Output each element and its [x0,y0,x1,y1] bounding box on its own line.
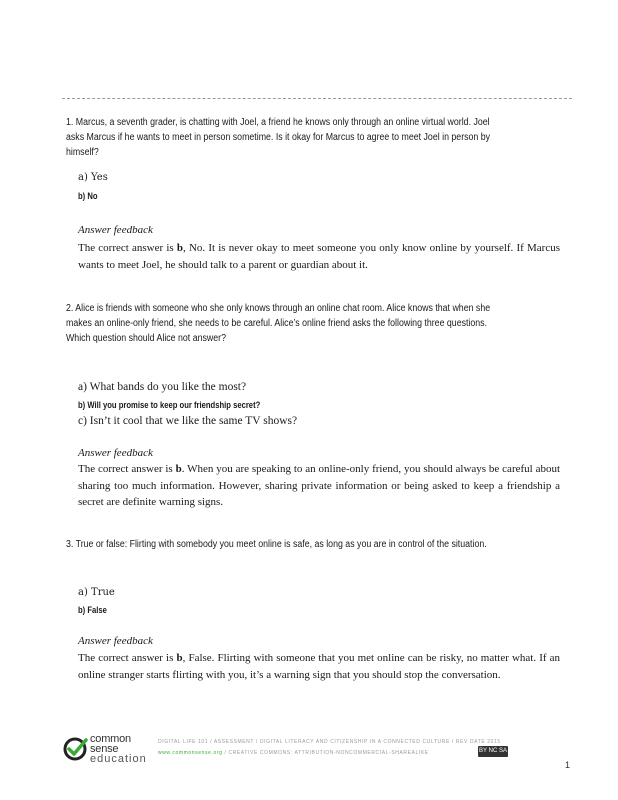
header-divider [62,98,572,99]
question-text: Marcus, a seventh grader, is chatting with Joel, a friend he knows only through an online virtual world. Joel asks Marcus if he wants to meet in person sometime. Is it okay for Marcus to agree to meet Joel in person by himself? [66,117,491,158]
q1-feedback [78,240,560,273]
logo-word-education: education [90,753,147,765]
feedback-text: , No. It is never okay to meet someone you only know online by yourself. If Marcus wants to meet Joel, he should talk to a parent or guardian about it. [78,242,561,271]
question-1 [66,115,502,160]
page-footer [62,734,582,774]
question-number: 1. [66,117,74,128]
question-2 [66,301,502,346]
question-3 [66,537,502,552]
q2-option-c: c) Isn’t it cool that we like the same TV shows? [78,415,298,427]
q2-feedback [78,461,560,511]
footer-course-info: DIGITAL LIFE 101 / ASSESSMENT / DIGITAL LITERACY AND CITIZENSHIP IN A CONNECTED CULTURE / REV DATE 2015 [158,739,501,745]
feedback-answer-letter: b [176,242,184,254]
footer-url-link[interactable]: www.commonsense.org [158,750,223,756]
feedback-text: , False. Flirting with someone that you met online can be risky, no matter what. If an online stranger starts flirting with you, it’s a warning sign that you should stop the conversation. [78,652,560,681]
q2-option-a: a) What bands do you like the most? [78,381,247,393]
q3-option-b: b) False [78,605,107,615]
feedback-prefix: The correct answer is [78,652,177,664]
feedback-answer-letter: b [176,652,183,664]
q3-feedback [78,650,560,683]
q1-option-b: b) No [78,191,98,201]
q3-option-a: a) True [78,587,115,598]
logo-word-common: common [90,733,131,745]
feedback-prefix: The correct answer is [78,242,177,254]
checkmark-logo-icon [62,736,88,762]
brand-logo [90,734,147,764]
creative-commons-badge: BY NC SA [478,746,508,757]
q1-option-a: a) Yes [78,172,108,183]
q2-option-b: b) Will you promise to keep our friendship secret? [78,400,261,410]
footer-license-info [158,750,429,756]
question-text: Alice is friends with someone who she only knows through an online chat room. Alice knows that when she makes an online-only friend, she needs to be careful. Alice’s online friend asks the following three questions. Which question should Alice not answer? [66,303,491,344]
question-number: 3. [66,539,74,550]
footer-license-text: / CREATIVE COMMONS: ATTRIBUTION-NONCOMMERCIAL-SHAREALIKE [222,750,429,756]
question-number: 2. [66,303,74,314]
q2-feedback-heading: Answer feedback [78,447,153,459]
logo-word-sense: sense [90,743,119,755]
feedback-answer-letter: b [175,463,182,475]
feedback-text: . When you are speaking to an online-only friend, you should always be careful about sharing too much information. However, sharing private information or being asked to keep a friendship a secret are definite warning signs. [78,463,561,508]
question-text: True or false: Flirting with somebody you meet online is safe, as long as you are in control of the situation. [75,539,487,550]
q3-feedback-heading: Answer feedback [78,635,153,647]
feedback-prefix: The correct answer is [78,463,176,475]
q1-feedback-heading: Answer feedback [78,224,153,236]
page-number: 1 [565,760,571,770]
